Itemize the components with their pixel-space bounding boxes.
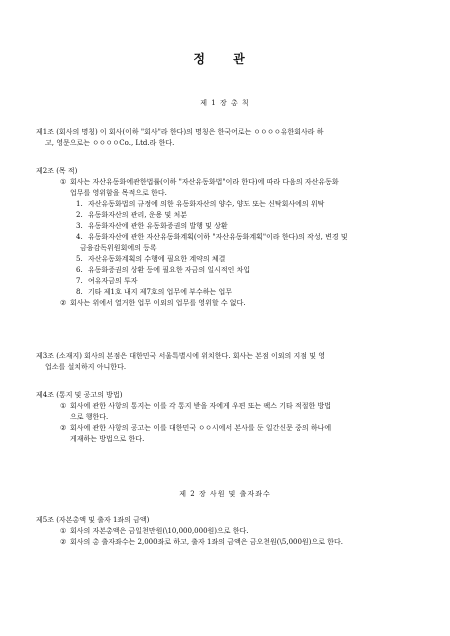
item-text: 유동화자산의 관리, 운용 및 처분: [88, 211, 188, 219]
list-item: [36, 287, 430, 298]
list-item: [36, 265, 430, 276]
circled-number-1: ①: [60, 527, 67, 535]
document-title: 정 관: [193, 52, 257, 66]
list-item: [36, 254, 430, 265]
article-2-p2-text: 회사는 위에서 열거한 업무 이외의 업무를 영위할 수 없다.: [70, 299, 246, 307]
article-3-line-1: 제3조 (소재지) 회사의 본점은 대한민국 서울특별시에 위치한다. 회사는 본점 이외의 지점 및 영: [36, 352, 326, 360]
item-number: 5.: [76, 255, 83, 263]
chapter-1-heading: 제 1 장 총 칙: [200, 99, 250, 107]
article-2-heading: 제2조 (목 적): [36, 167, 78, 175]
list-item: [36, 276, 430, 287]
item-number: 4.: [76, 233, 83, 241]
article-4-p2-line-2: 게재하는 방법으로 한다.: [70, 435, 145, 443]
article-2-paragraph-2: [36, 298, 430, 309]
article-2-paragraph-1: [36, 177, 430, 199]
list-item-continuation: [36, 243, 430, 254]
list-item: [36, 199, 430, 210]
article-1-line-1: 제1조 (회사의 명칭) 이 회사(이하 "회사"라 한다)의 명칭은 한국어로는 ㅇㅇㅇㅇ유한회사라 하: [36, 128, 324, 136]
article-3-line-2: 업소를 설치하지 아니한다.: [45, 363, 127, 371]
article-4-heading: 제4조 (통지 및 공고의 방법): [36, 391, 123, 399]
list-item: [36, 210, 430, 221]
list-item: [36, 232, 430, 243]
circled-number-2: ②: [60, 538, 67, 546]
article-5-heading: 제5조 (자본총액 및 출자 1좌의 금액): [36, 516, 150, 524]
article-1-line-2: 고, 영문으로는 ㅇㅇㅇㅇCo., Ltd.라 한다.: [45, 139, 175, 147]
article-5-paragraph-1: [36, 526, 430, 537]
article-4: [36, 390, 430, 445]
article-2-p1-line-1: 회사는 자산유동화에관한법률(이하 "자산유동화법"이라 한다)에 따라 다음의 자산유동화: [70, 178, 339, 186]
article-5-p1-text: 회사의 자본총액은 금일천만원(\10,000,000원)으로 한다.: [70, 527, 249, 535]
item-number: 1.: [76, 200, 83, 208]
article-1: [36, 127, 430, 149]
circled-number-1: ①: [60, 402, 67, 410]
item-number: 6.: [76, 266, 83, 274]
circled-number-1: ①: [60, 178, 67, 186]
list-item: [36, 221, 430, 232]
article-2: [36, 166, 430, 309]
item-number: 8.: [76, 288, 83, 296]
item-text: 여유자금의 투자: [88, 277, 138, 285]
circled-number-2: ②: [60, 299, 67, 307]
article-2-p1-line-2: 업무를 영위함을 목적으로 한다.: [70, 189, 167, 197]
article-4-paragraph-2: [36, 423, 430, 445]
item-text: 유동화자산에 관한 자산유동화계획(이하 "자산유동화계획"이라 한다)의 작성, 변경 및: [88, 233, 348, 241]
chapter-2-heading: 제 2 장 사원 및 출자좌수: [179, 490, 271, 498]
article-4-paragraph-1: [36, 401, 430, 423]
item-text: 기타 제1호 내지 제7호의 업무에 부수하는 업무: [88, 288, 232, 296]
article-2-item-list: [36, 199, 430, 298]
article-3: [36, 351, 430, 373]
item-text: 금융감독위원회에의 등록: [80, 244, 157, 252]
article-4-p1-line-2: 으로 행한다.: [70, 413, 109, 421]
article-5: [36, 515, 430, 548]
circled-number-2: ②: [60, 424, 67, 432]
article-4-p2-line-1: 회사에 관한 사항의 공고는 이를 대한민국 ㅇㅇ시에서 본사를 둔 일간신문 중의 하나에: [70, 424, 332, 432]
item-text: 유동화증권의 상환 등에 필요한 자금의 일시적인 차입: [88, 266, 251, 274]
article-5-p2-text: 회사의 총 출자좌수는 2,000좌로 하고, 출자 1좌의 금액은 금오천원(\5,000원)으로 한다.: [70, 538, 343, 546]
item-text: 자산유동화계획의 수행에 필요한 계약의 체결: [88, 255, 226, 263]
item-text: 유동화자산에 관한 유동화증권의 발행 및 상환: [88, 222, 228, 230]
item-number: 7.: [76, 277, 83, 285]
article-5-paragraph-2: [36, 537, 430, 548]
item-number: 3.: [76, 222, 83, 230]
article-4-p1-line-1: 회사에 관한 사항의 통지는 이를 각 통지 받을 자에게 우편 또는 팩스 기타 적절한 방법: [70, 402, 332, 410]
item-number: 2.: [76, 211, 83, 219]
item-text: 자산유동화법의 규정에 의한 유동화자산의 양수, 양도 또는 신탁회사에의 위탁: [88, 200, 325, 208]
